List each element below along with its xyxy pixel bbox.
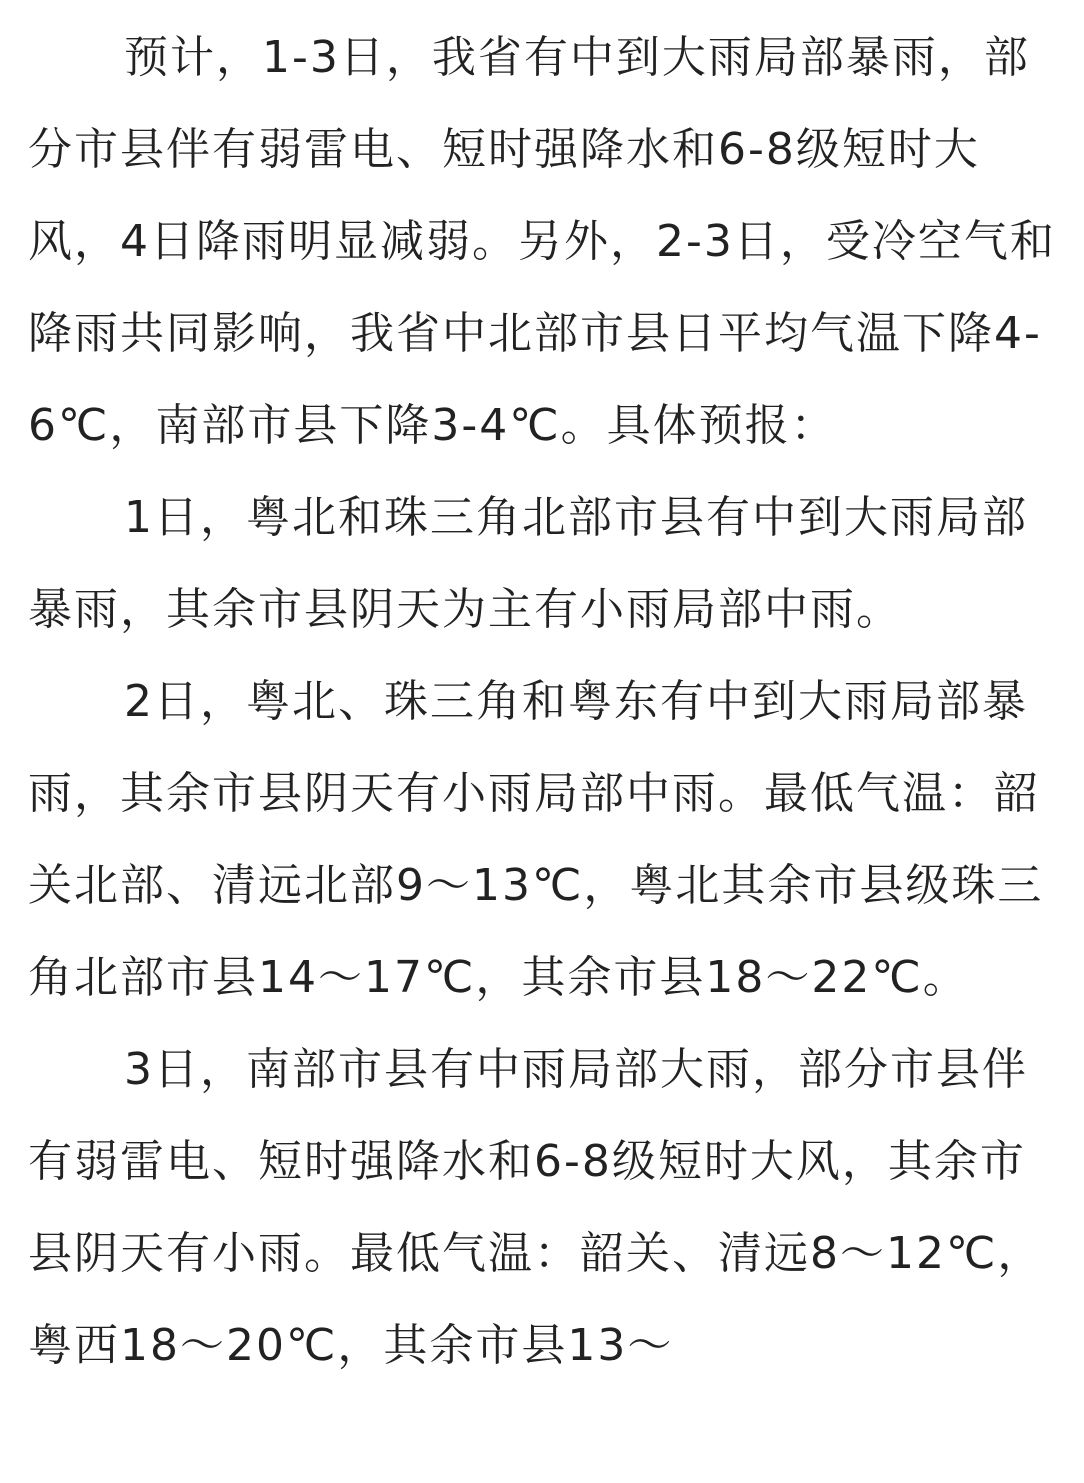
- paragraph-day-1: 1日，粤北和珠三角北部市县有中到大雨局部暴雨，其余市县阴天为主有小雨局部中雨。: [28, 492, 1028, 635]
- paragraph-day-2: 2日，粤北、珠三角和粤东有中到大雨局部暴雨，其余市县阴天有小雨局部中雨。最低气温：韶关北部、清远北部9～13℃，粤北其余市县级珠三角北部市县14～17℃，其余市县18～22℃。: [28, 676, 1044, 1003]
- paragraph-overview: 预计，1-3日，我省有中到大雨局部暴雨，部分市县伴有弱雷电、短时强降水和6-8级短时大风，4日降雨明显减弱。另外，2-3日，受冷空气和降雨共同影响，我省中北部市县日平均气温下降4-6℃，南部市县下降3-4℃。具体预报：: [28, 32, 1056, 451]
- paragraph-day-3: 3日，南部市县有中雨局部大雨，部分市县伴有弱雷电、短时强降水和6-8级短时大风，其余市县阴天有小雨。最低气温：韶关、清远8～12℃，粤西18～20℃，其余市县13～: [28, 1044, 1044, 1371]
- forecast-document: [28, 0, 1058, 1392]
